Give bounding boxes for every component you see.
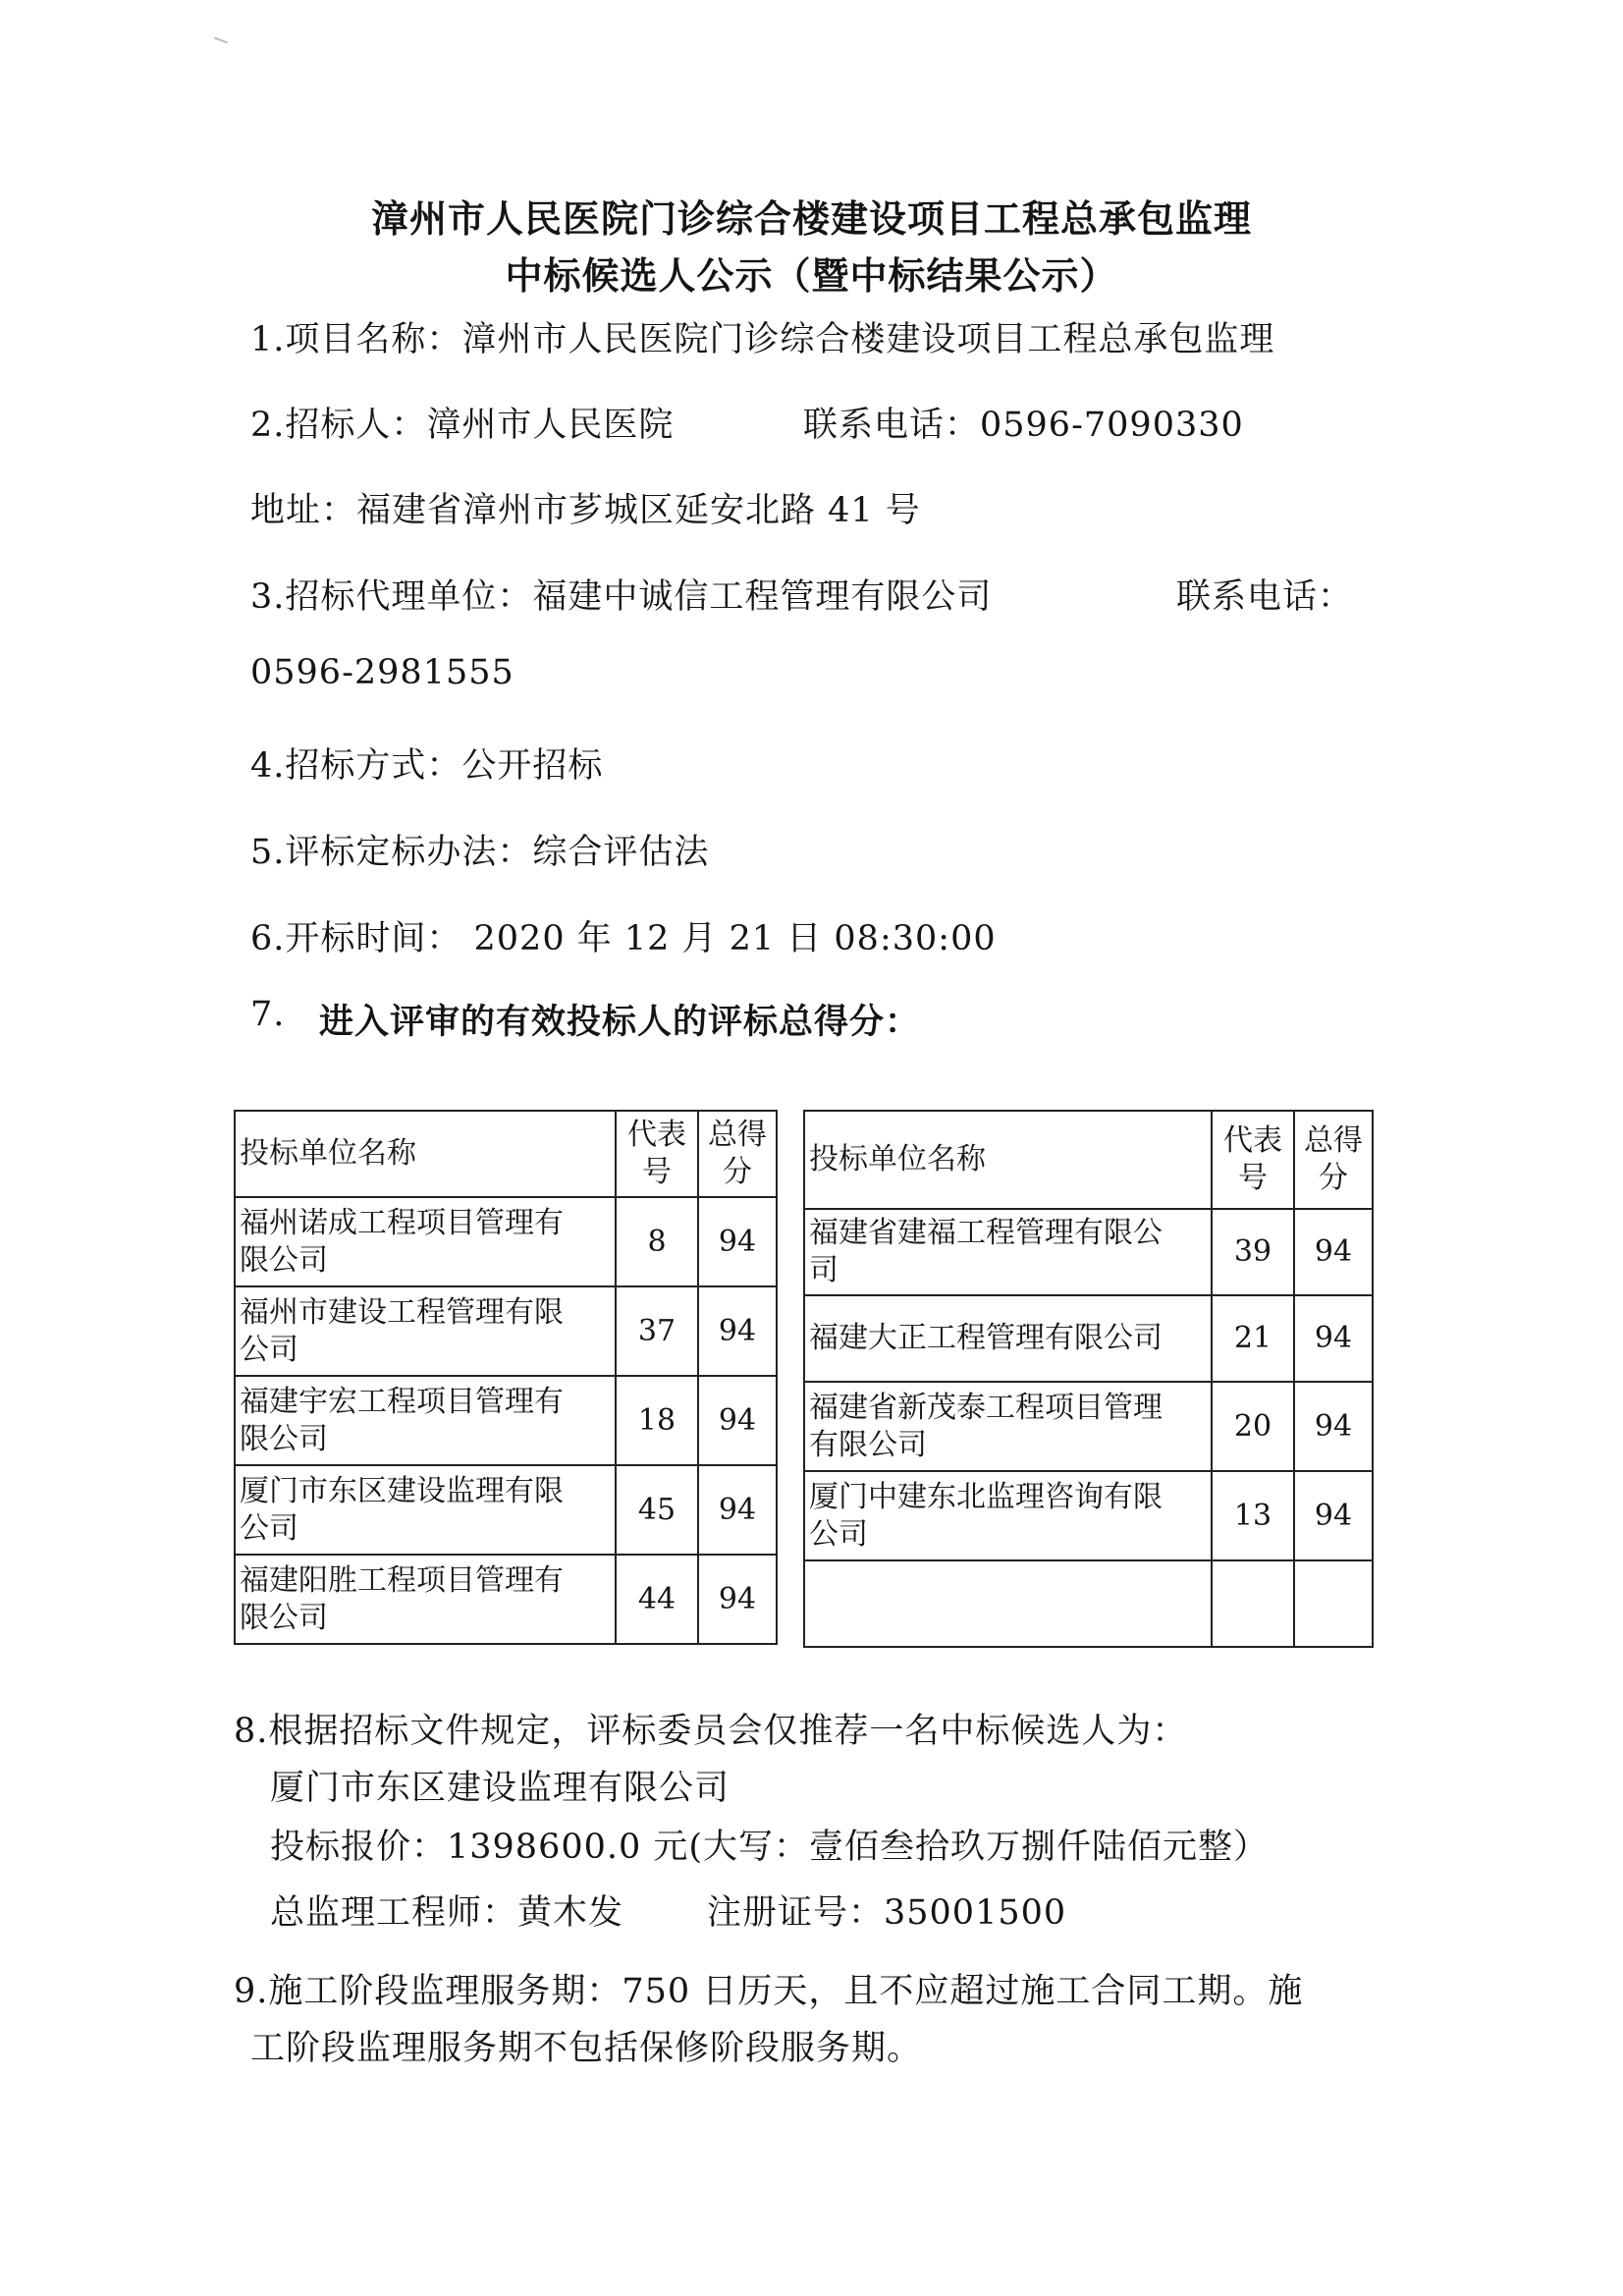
bidder-code: 44 [616,1555,698,1644]
name-line: 公司 [240,1332,298,1367]
bidder-name [804,1471,1212,1560]
bidder-code: 45 [616,1465,698,1555]
table-row [804,1209,1373,1295]
table-row [804,1295,1373,1382]
table-row [235,1286,777,1376]
item-registration-no: 注册证号：35001500 [707,1893,1067,1933]
item-service-period-1: 9.施工阶段监理服务期：750 日历天，且不应超过施工合同工期。施 [234,1972,1304,2011]
header-score-l1: 总得 [708,1118,767,1152]
bidder-name [235,1286,616,1376]
table-header-row [235,1111,777,1197]
score-table-left [234,1110,778,1645]
bidder-score: 94 [1294,1382,1373,1471]
item-address: 地址：福建省漳州市芗城区延安北路 41 号 [250,491,921,530]
bidder-name [235,1465,616,1555]
name-line: 限公司 [240,1421,328,1456]
header-score-l1: 总得 [1304,1123,1363,1158]
name-line: 限公司 [240,1242,328,1278]
name-line: 福建宇宏工程项目管理有 [240,1384,564,1419]
title-line-1: 漳州市人民医院门诊综合楼建设项目工程总承包监理 [370,197,1252,241]
item-project-name: 1.项目名称：漳州市人民医院门诊综合楼建设项目工程总承包监理 [250,320,1275,359]
name-line: 福建省建福工程管理有限公 [809,1216,1163,1250]
bidder-score [1294,1560,1373,1647]
table-row [235,1555,777,1644]
item-agency: 3.招标代理单位：福建中诚信工程管理有限公司 [250,577,993,617]
bidder-score: 94 [1294,1471,1373,1560]
item-tenderer-phone: 联系电话：0596-7090330 [803,406,1244,445]
bidder-code [1212,1560,1294,1647]
header-score-l2: 分 [1319,1161,1348,1195]
table-row [804,1382,1373,1471]
header-score [1294,1111,1373,1209]
item-7-number: 7. [250,995,286,1034]
name-line: 福建省新茂泰工程项目管理 [809,1390,1163,1425]
name-line: 公司 [809,1516,868,1552]
table-row [804,1471,1373,1560]
bidder-score: 94 [698,1286,777,1376]
table-row [235,1376,777,1465]
score-table-right [803,1110,1374,1648]
name-line: 厦门市东区建设监理有限 [240,1473,564,1508]
bidder-code: 37 [616,1286,698,1376]
header-score-l2: 分 [723,1155,752,1189]
header-name: 投标单位名称 [235,1111,616,1197]
title-line-2: 中标候选人公示（暨中标结果公示） [505,254,1118,298]
table-row-empty [804,1560,1373,1647]
item-7-heading: 进入评审的有效投标人的评标总得分： [319,1003,921,1042]
item-bid-price: 投标报价：1398600.0 元(大写：壹佰叁拾玖万捌仟陆佰元整） [270,1828,1270,1867]
bidder-score: 94 [698,1555,777,1644]
item-candidate-name: 厦门市东区建设监理有限公司 [270,1769,730,1808]
bidder-score: 94 [698,1376,777,1465]
bidder-score: 94 [1294,1209,1373,1295]
bidder-code: 18 [616,1376,698,1465]
bidder-score: 94 [698,1465,777,1555]
name-line: 厦门中建东北监理咨询有限 [809,1479,1163,1514]
bidder-code: 20 [1212,1382,1294,1471]
bidder-score: 94 [698,1197,777,1286]
header-code-l1: 代表 [1223,1123,1282,1158]
item-method: 4.招标方式：公开招标 [250,746,604,786]
item-chief-engineer: 总监理工程师：黄木发 [270,1893,624,1933]
bidder-score: 94 [1294,1295,1373,1382]
header-code-l2: 号 [1238,1161,1268,1195]
name-line: 福州诺成工程项目管理有 [240,1205,564,1240]
header-code-l2: 号 [642,1155,672,1189]
name-line: 公司 [240,1510,298,1546]
name-line: 司 [809,1253,839,1287]
bidder-name: 福建大正工程管理有限公司 [804,1295,1212,1382]
name-line: 福建阳胜工程项目管理有 [240,1562,564,1598]
item-open-time: 6.开标时间： 2020 年 12 月 21 日 08:30:00 [250,919,997,958]
bidder-code: 13 [1212,1471,1294,1560]
item-service-period-2: 工阶段监理服务期不包括保修阶段服务期。 [250,2029,923,2068]
bidder-name [804,1560,1212,1647]
item-candidate-intro: 8.根据招标文件规定，评标委员会仅推荐一名中标候选人为： [234,1712,1188,1751]
table-header-row [804,1111,1373,1209]
bidder-name [804,1209,1212,1295]
header-code [1212,1111,1294,1209]
bidder-code: 21 [1212,1295,1294,1382]
bidder-name [235,1555,616,1644]
item-evaluation: 5.评标定标办法：综合评估法 [250,833,710,872]
bidder-code: 8 [616,1197,698,1286]
bidder-name [804,1382,1212,1471]
item-tenderer: 2.招标人：漳州市人民医院 [250,406,675,445]
header-name: 投标单位名称 [804,1111,1212,1209]
name-line: 有限公司 [809,1427,927,1462]
header-code [616,1111,698,1197]
name-line: 福州市建设工程管理有限 [240,1294,564,1330]
table-row [235,1197,777,1286]
bidder-name [235,1376,616,1465]
header-code-l1: 代表 [627,1118,686,1152]
bidder-name [235,1197,616,1286]
item-agency-phone-label: 联系电话： [1176,577,1354,617]
header-score [698,1111,777,1197]
scan-mark [214,37,228,44]
bidder-code: 39 [1212,1209,1294,1295]
name-line: 限公司 [240,1600,328,1635]
item-agency-phone: 0596-2981555 [250,653,514,692]
table-row [235,1465,777,1555]
